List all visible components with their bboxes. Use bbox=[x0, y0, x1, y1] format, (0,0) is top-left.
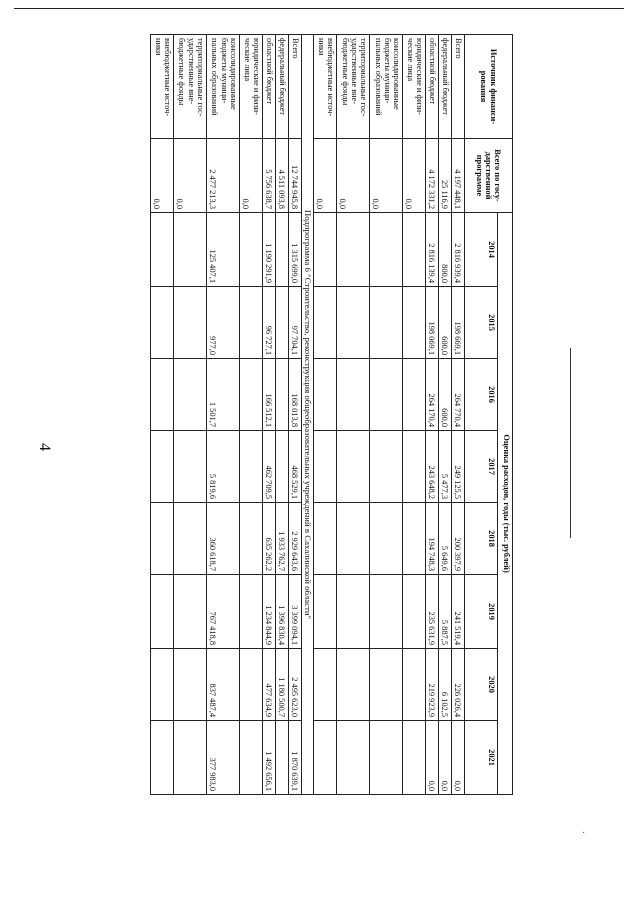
value-cell bbox=[275, 431, 288, 503]
year-header: 2017 bbox=[465, 431, 498, 503]
value-cell bbox=[370, 213, 403, 287]
value-cell bbox=[314, 503, 337, 575]
table-row bbox=[452, 35, 465, 795]
expenses-table bbox=[150, 34, 513, 795]
header-expenses: Оценка расходов, годы (тыс. рублей) bbox=[498, 213, 513, 795]
year-header: 2021 bbox=[465, 721, 498, 795]
total-cell: 0,0 bbox=[150, 139, 173, 213]
value-cell bbox=[275, 213, 288, 287]
value-cell: 2 816 939,4 bbox=[452, 213, 465, 287]
table-row bbox=[206, 35, 239, 795]
total-cell: 0,0 bbox=[337, 139, 370, 213]
value-cell bbox=[239, 721, 262, 795]
total-cell: 5 756 638,7 bbox=[262, 139, 275, 213]
value-cell bbox=[275, 721, 288, 795]
value-cell bbox=[370, 575, 403, 649]
value-cell bbox=[314, 649, 337, 721]
table-row bbox=[439, 35, 452, 795]
value-cell bbox=[150, 213, 173, 287]
source-cell: территориальные гос- ударственные вне- бюджетные фонды bbox=[337, 35, 370, 139]
value-cell bbox=[337, 575, 370, 649]
source-cell: областной бюджет bbox=[426, 35, 439, 139]
value-cell: 0,0 bbox=[452, 721, 465, 795]
value-cell bbox=[239, 213, 262, 287]
value-cell bbox=[314, 721, 337, 795]
table-row bbox=[370, 35, 403, 795]
value-cell: 635 262,2 bbox=[262, 503, 275, 575]
value-cell: 2 929 643,6 bbox=[288, 503, 301, 575]
value-cell: 360 618,7 bbox=[206, 503, 239, 575]
value-cell: 249 125,5 bbox=[452, 431, 465, 503]
value-cell bbox=[403, 431, 426, 503]
value-cell bbox=[314, 431, 337, 503]
value-cell bbox=[370, 287, 403, 359]
value-cell bbox=[370, 359, 403, 431]
value-cell: 243 648,2 bbox=[426, 431, 439, 503]
value-cell bbox=[173, 213, 206, 287]
source-cell: Всего bbox=[452, 35, 465, 139]
total-cell: 0,0 bbox=[239, 139, 262, 213]
value-cell bbox=[370, 503, 403, 575]
value-cell: 1 180 500,7 bbox=[275, 649, 288, 721]
value-cell bbox=[275, 359, 288, 431]
value-cell: 200 397,9 bbox=[452, 503, 465, 575]
value-cell: 1 190 291,9 bbox=[262, 213, 275, 287]
scan-speck: · bbox=[582, 828, 586, 839]
value-cell bbox=[173, 503, 206, 575]
value-cell bbox=[337, 649, 370, 721]
total-cell: 0,0 bbox=[173, 139, 206, 213]
value-cell: 166 512,1 bbox=[262, 359, 275, 431]
value-cell: 235 631,9 bbox=[426, 575, 439, 649]
value-cell bbox=[150, 287, 173, 359]
total-cell: 4 511 093,8 bbox=[275, 139, 288, 213]
total-cell: 0,0 bbox=[370, 139, 403, 213]
value-cell bbox=[239, 649, 262, 721]
year-header: 2019 bbox=[465, 575, 498, 649]
value-cell bbox=[403, 649, 426, 721]
table-row bbox=[275, 35, 288, 795]
value-cell: 5 819,6 bbox=[206, 431, 239, 503]
table-row bbox=[426, 35, 439, 795]
year-header: 2014 bbox=[465, 213, 498, 287]
value-cell: 96 727,1 bbox=[262, 287, 275, 359]
value-cell bbox=[173, 721, 206, 795]
source-cell: федеральный бюджет bbox=[439, 35, 452, 139]
year-header: 2015 bbox=[465, 287, 498, 359]
value-cell: 198 669,1 bbox=[452, 287, 465, 359]
value-cell: 168 013,8 bbox=[288, 359, 301, 431]
source-cell: территориальные гос- ударственные вне- бюджетные фонды bbox=[173, 35, 206, 139]
value-cell: 2 816 139,4 bbox=[426, 213, 439, 287]
value-cell: 0,0 bbox=[439, 721, 452, 795]
table-row bbox=[262, 35, 275, 795]
value-cell bbox=[239, 503, 262, 575]
table-row bbox=[288, 35, 301, 795]
total-cell: 0,0 bbox=[403, 139, 426, 213]
value-cell bbox=[239, 431, 262, 503]
year-header: 2016 bbox=[465, 359, 498, 431]
value-cell: 600,0 bbox=[439, 359, 452, 431]
table-row bbox=[239, 35, 262, 795]
value-cell bbox=[337, 721, 370, 795]
value-cell bbox=[370, 721, 403, 795]
value-cell bbox=[150, 721, 173, 795]
table-row bbox=[403, 35, 426, 795]
value-cell bbox=[403, 287, 426, 359]
value-cell bbox=[150, 359, 173, 431]
value-cell: 377 983,0 bbox=[206, 721, 239, 795]
value-cell: 1 396 830,4 bbox=[275, 575, 288, 649]
value-cell bbox=[337, 213, 370, 287]
value-cell: 0,0 bbox=[426, 721, 439, 795]
table-row bbox=[150, 35, 173, 795]
value-cell bbox=[403, 721, 426, 795]
header-total: Всего по госу- дарственной программе bbox=[465, 139, 513, 213]
value-cell bbox=[173, 649, 206, 721]
value-cell bbox=[337, 503, 370, 575]
value-cell bbox=[403, 359, 426, 431]
source-cell: юридические и физи- ческие лица bbox=[239, 35, 262, 139]
value-cell bbox=[314, 287, 337, 359]
subprogram-title: Подпрограмма 6 "Строительство, реконструкция общеобразовательных учреждений в Сахалинской области" bbox=[301, 35, 313, 795]
total-cell: 4 197 448,1 bbox=[452, 139, 465, 213]
value-cell: 1 933 762,7 bbox=[275, 503, 288, 575]
value-cell: 6 102,5 bbox=[439, 649, 452, 721]
value-cell: 462 709,5 bbox=[262, 431, 275, 503]
value-cell bbox=[370, 649, 403, 721]
source-cell: консолидированные бюджеты муници- пальных образований bbox=[206, 35, 239, 139]
value-cell: 5 649,6 bbox=[439, 503, 452, 575]
header-source: Источник финанси- рования bbox=[465, 35, 513, 139]
value-cell bbox=[173, 431, 206, 503]
value-cell: 767 418,8 bbox=[206, 575, 239, 649]
source-cell: внебюджетные источ- ники bbox=[314, 35, 337, 139]
source-cell: федеральный бюджет bbox=[275, 35, 288, 139]
value-cell bbox=[314, 575, 337, 649]
value-cell: 264 770,4 bbox=[452, 359, 465, 431]
value-cell: 198 069,1 bbox=[426, 287, 439, 359]
value-cell bbox=[370, 431, 403, 503]
value-cell bbox=[150, 575, 173, 649]
source-cell: областной бюджет bbox=[262, 35, 275, 139]
value-cell: 1 492 656,1 bbox=[262, 721, 275, 795]
source-cell: внебюджетные источ- ники bbox=[150, 35, 173, 139]
value-cell: 1 870 639,1 bbox=[288, 721, 301, 795]
year-header: 2018 bbox=[465, 503, 498, 575]
year-header: 2020 bbox=[465, 649, 498, 721]
total-cell: 25 116,9 bbox=[439, 139, 452, 213]
value-cell bbox=[239, 359, 262, 431]
expenses-table-rotated bbox=[93, 34, 513, 794]
value-cell bbox=[239, 287, 262, 359]
value-cell bbox=[150, 649, 173, 721]
value-cell bbox=[173, 575, 206, 649]
total-cell: 4 172 331,2 bbox=[426, 139, 439, 213]
value-cell bbox=[337, 359, 370, 431]
value-cell bbox=[275, 287, 288, 359]
value-cell: 477 634,9 bbox=[262, 649, 275, 721]
value-cell: 97 704,1 bbox=[288, 287, 301, 359]
value-cell: 241 519,4 bbox=[452, 575, 465, 649]
value-cell: 264 170,4 bbox=[426, 359, 439, 431]
table-row bbox=[337, 35, 370, 795]
value-cell: 125 407,1 bbox=[206, 213, 239, 287]
total-cell: 0,0 bbox=[314, 139, 337, 213]
value-cell: 1 501,7 bbox=[206, 359, 239, 431]
side-rule bbox=[570, 348, 571, 538]
value-cell bbox=[173, 359, 206, 431]
value-cell: 219 923,9 bbox=[426, 649, 439, 721]
value-cell: 194 748,3 bbox=[426, 503, 439, 575]
source-cell: Всего bbox=[288, 35, 301, 139]
value-cell bbox=[403, 503, 426, 575]
value-cell: 837 487,4 bbox=[206, 649, 239, 721]
value-cell bbox=[150, 503, 173, 575]
top-rule bbox=[14, 8, 624, 9]
value-cell bbox=[314, 213, 337, 287]
value-cell: 468 529,1 bbox=[288, 431, 301, 503]
value-cell: 5 477,3 bbox=[439, 431, 452, 503]
total-cell: 2 477 213,3 bbox=[206, 139, 239, 213]
value-cell bbox=[403, 575, 426, 649]
value-cell bbox=[337, 287, 370, 359]
source-cell: юридические и физи- ческие лица bbox=[403, 35, 426, 139]
value-cell: 600,0 bbox=[439, 287, 452, 359]
value-cell: 3 399 094,1 bbox=[288, 575, 301, 649]
table-row bbox=[173, 35, 206, 795]
value-cell bbox=[403, 213, 426, 287]
value-cell: 2 495 623,0 bbox=[288, 649, 301, 721]
value-cell bbox=[173, 287, 206, 359]
value-cell: 1 234 844,9 bbox=[262, 575, 275, 649]
total-cell: 12 744 945,8 bbox=[288, 139, 301, 213]
value-cell: 977,0 bbox=[206, 287, 239, 359]
value-cell bbox=[150, 431, 173, 503]
value-cell: 5 887,5 bbox=[439, 575, 452, 649]
value-cell: 1 315 699,0 bbox=[288, 213, 301, 287]
value-cell bbox=[239, 575, 262, 649]
value-cell bbox=[337, 431, 370, 503]
value-cell: 226 026,4 bbox=[452, 649, 465, 721]
value-cell: 800,0 bbox=[439, 213, 452, 287]
source-cell: консолидированные бюджеты муници- пальных образований bbox=[370, 35, 403, 139]
table-row bbox=[314, 35, 337, 795]
value-cell bbox=[314, 359, 337, 431]
page-number: 4 bbox=[36, 443, 53, 451]
